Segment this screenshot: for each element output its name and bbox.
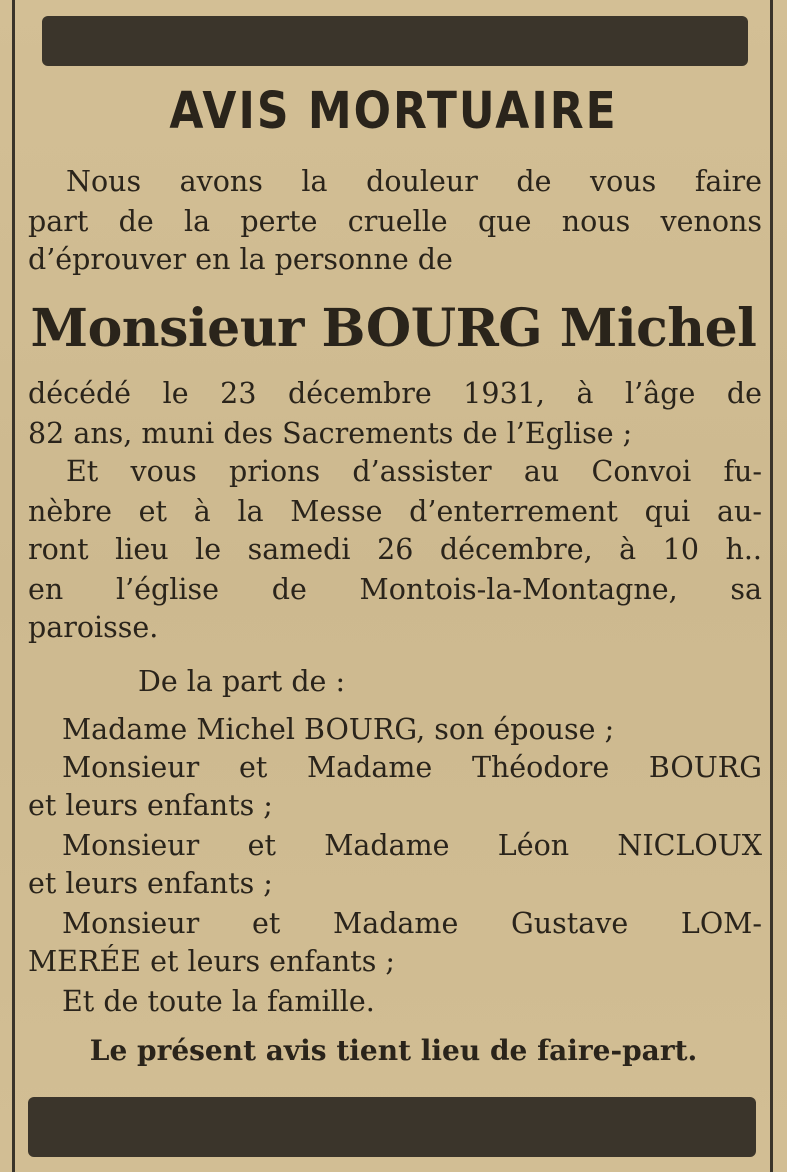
body-line-4: nèbre et à la Messe d’enterrement qui au- bbox=[28, 495, 762, 528]
family-line-4: Monsieur et Madame Léon NICLOUX bbox=[62, 829, 762, 862]
intro-line-3: d’éprouver en la personne de bbox=[28, 243, 453, 276]
bottom-black-band bbox=[28, 1097, 756, 1157]
intro-line-1: Nous avons la douleur de vous faire bbox=[66, 165, 762, 198]
from-label: De la part de : bbox=[138, 665, 346, 698]
family-line-3: et leurs enfants ; bbox=[28, 789, 273, 822]
closing-line: Le présent avis tient lieu de faire-part. bbox=[89, 1034, 698, 1067]
left-column-rule bbox=[12, 0, 15, 1172]
body-line-2: 82 ans, muni des Sacrements de l’Eglise ; bbox=[28, 417, 633, 450]
body-line-3: Et vous prions d’assister au Convoi fu- bbox=[66, 455, 762, 488]
top-black-band bbox=[42, 16, 748, 66]
family-line-5: et leurs enfants ; bbox=[28, 867, 273, 900]
body-line-6: en l’église de Montois-la-Montagne, sa bbox=[28, 573, 762, 606]
intro-line-2: part de la perte cruelle que nous venons bbox=[28, 205, 762, 238]
family-line-2: Monsieur et Madame Théodore BOURG bbox=[62, 751, 762, 784]
body-line-5: ront lieu le samedi 26 décembre, à 10 h.. bbox=[28, 533, 762, 566]
family-line-6: Monsieur et Madame Gustave LOM- bbox=[62, 907, 762, 940]
right-column-rule bbox=[770, 0, 773, 1172]
family-line-1: Madame Michel BOURG, son épouse ; bbox=[62, 713, 615, 746]
body-line-1: décédé le 23 décembre 1931, à l’âge de bbox=[28, 377, 762, 410]
notice-title: AVIS MORTUAIRE bbox=[169, 82, 618, 141]
family-line-7: MERÉE et leurs enfants ; bbox=[28, 945, 395, 978]
family-line-8: Et de toute la famille. bbox=[62, 985, 375, 1018]
deceased-name: Monsieur BOURG Michel bbox=[30, 298, 757, 359]
body-line-7: paroisse. bbox=[28, 611, 159, 644]
